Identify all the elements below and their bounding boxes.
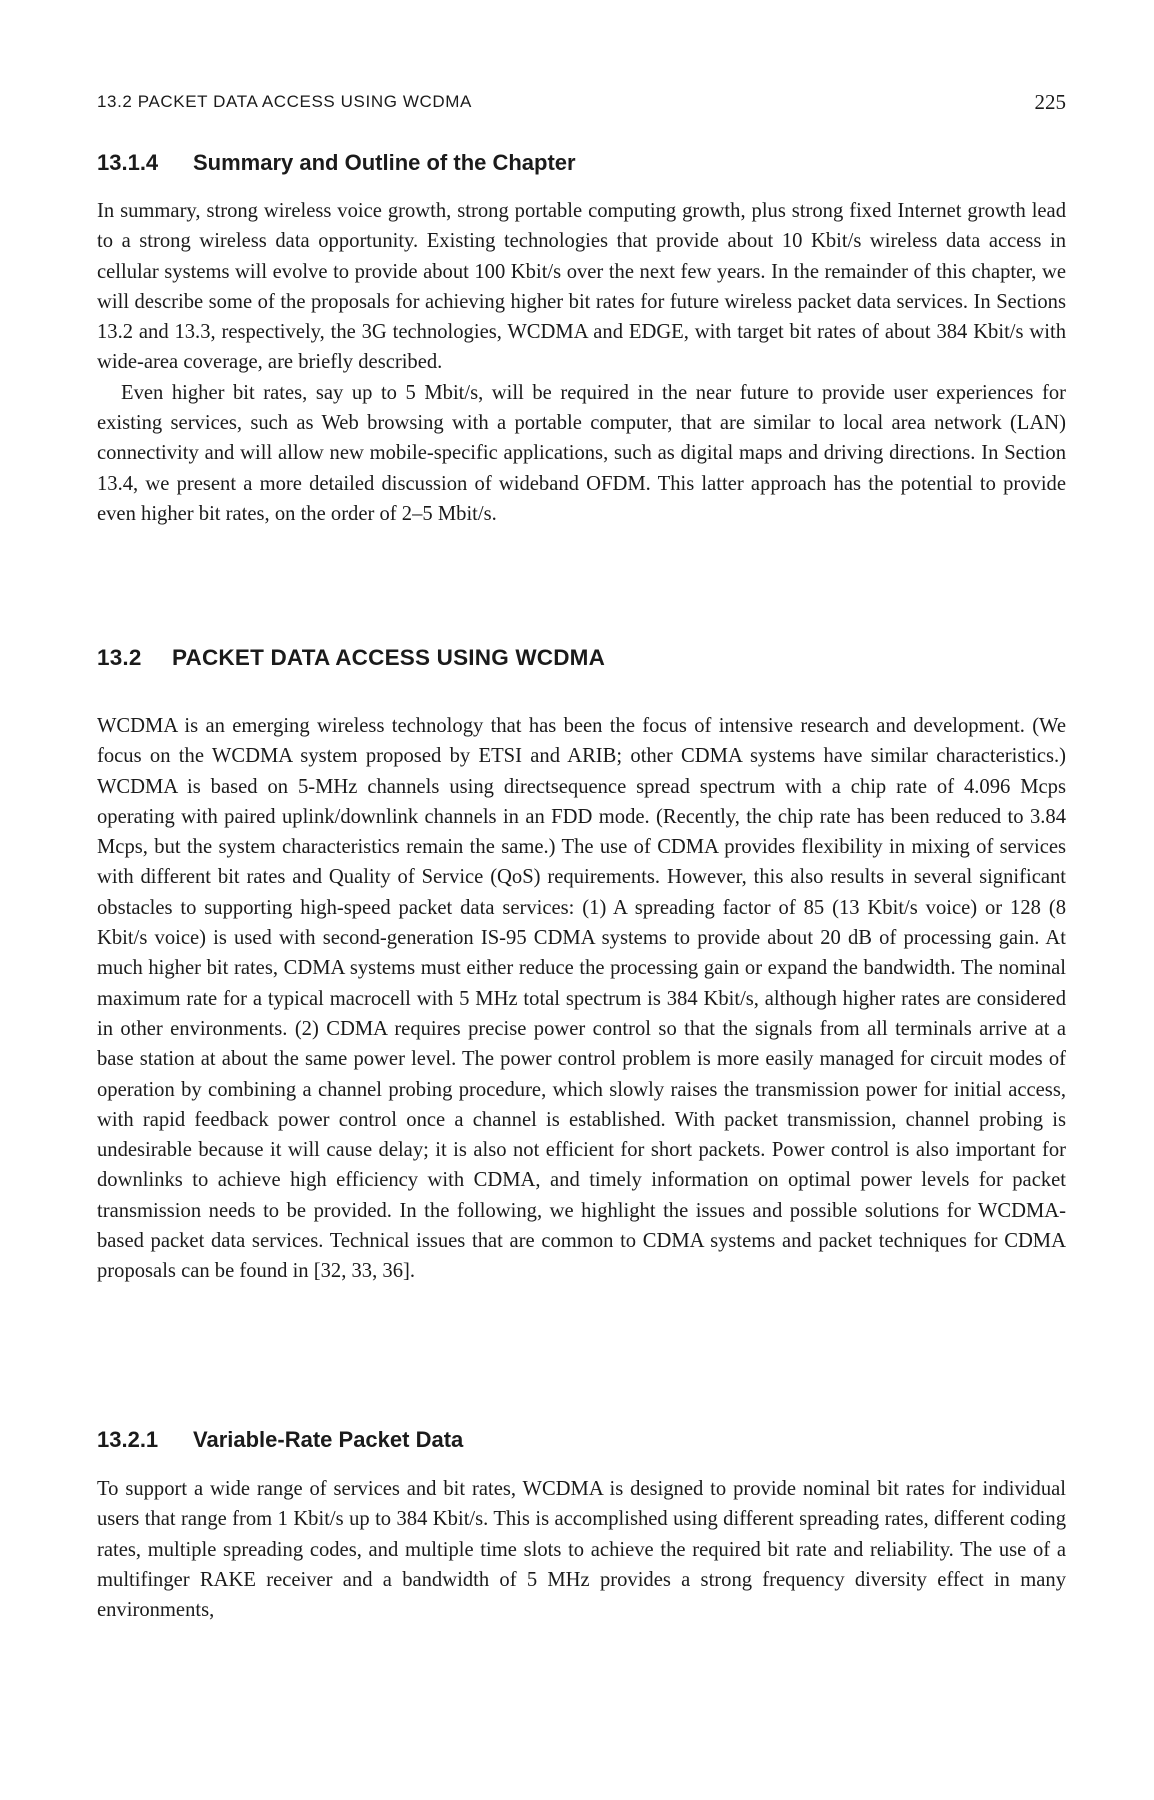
page-number: 225: [1034, 90, 1066, 114]
paragraph: In summary, strong wireless voice growth, strong portable computing growth, plus strong fixed Internet growth lead to a strong wireless data opportunity. Existing technologies that provide about 10 Kbit/s wireless data access in cellular systems will evolve to provide about 100 Kbit/s over the next few years. In the remainder of this chapter, we will describe some of the proposals for achieving higher bit rates for future wireless packet data services. In Sections 13.2 and 13.3, respectively, the 3G technologies, WCDMA and EDGE, with target bit rates of about 384 Kbit/s with wide-area coverage, are briefly described.: [97, 200, 1066, 374]
section-number: 13.2: [97, 645, 142, 670]
heading-13-2: [97, 645, 605, 671]
summary-body: [97, 196, 1066, 529]
running-head: [97, 92, 1066, 118]
section-title: PACKET DATA ACCESS USING WCDMA: [172, 645, 606, 670]
section-number: 13.2.1: [97, 1427, 159, 1452]
paragraph: To support a wide range of services and bit rates, WCDMA is designed to provide nominal bit rates for individual users that range from 1 Kbit/s up to 384 Kbit/s. This is accomplished using different spreading rates, different coding rates, multiple spreading codes, and multiple time slots to achieve the required bit rate and reliability. The use of a multifinger RAKE receiver and a bandwidth of 5 MHz provides a strong frequency diversity effect in many environments,: [97, 1478, 1066, 1622]
paragraph: Even higher bit rates, say up to 5 Mbit/s, will be required in the near future to provide user experiences for existing services, such as Web browsing with a portable computer, that are similar to local area network (LAN) connectivity and will allow new mobile-specific applications, such as digital maps and driving directions. In Section 13.4, we present a more detailed discussion of wideband OFDM. This latter approach has the potential to provide even higher bit rates, on the order of 2–5 Mbit/s.: [97, 381, 1066, 525]
packet-data-body: [97, 711, 1066, 1287]
heading-13-2-1: [97, 1427, 463, 1453]
section-title: Variable-Rate Packet Data: [193, 1427, 464, 1452]
paragraph: WCDMA is an emerging wireless technology that has been the focus of intensive research and development. (We focus on the WCDMA system proposed by ETSI and ARIB; other CDMA systems have similar characteristics.) WCDMA is based on 5-MHz channels using directsequence spread spectrum with a chip rate of 4.096 Mcps operating with paired uplink/downlink channels in an FDD mode. (Recently, the chip rate has been reduced to 3.84 Mcps, but the system characteristics remain the same.) The use of CDMA provides flexibility in mixing of services with different bit rates and Quality of Service (QoS) requirements. However, this also results in several significant obstacles to supporting high-speed packet data services: (1) A spreading factor of 85 (13 Kbit/s voice) or 128 (8 Kbit/s voice) is used with second-generation IS-95 CDMA systems to provide about 20 dB of processing gain. At much higher bit rates, CDMA systems must either reduce the processing gain or expand the bandwidth. The nominal maximum rate for a typical macrocell with 5 MHz total spectrum is 384 Kbit/s, although higher rates are considered in other environments. (2) CDMA requires precise power control so that the signals from all terminals arrive at a base station at about the same power level. The power control problem is more easily managed for circuit modes of operation by combining a channel probing procedure, which slowly raises the transmission power for initial access, with rapid feedback power control once a channel is established. With packet transmission, channel probing is undesirable because it will cause delay; it is also not efficient for short packets. Power control is also important for downlinks to achieve high efficiency with CDMA, and timely information on optimal power levels for packet transmission needs to be provided. In the following, we highlight the issues and possible solutions for WCDMA-based packet data services. Technical issues that are common to CDMA systems and packet techniques for CDMA proposals can be found in [32, 33, 36].: [97, 715, 1066, 1283]
section-title: Summary and Outline of the Chapter: [193, 150, 576, 175]
section-number: 13.1.4: [97, 150, 159, 175]
variable-rate-body: [97, 1474, 1066, 1625]
heading-13-1-4: [97, 150, 576, 176]
running-head-title: 13.2 PACKET DATA ACCESS USING WCDMA: [97, 92, 472, 111]
